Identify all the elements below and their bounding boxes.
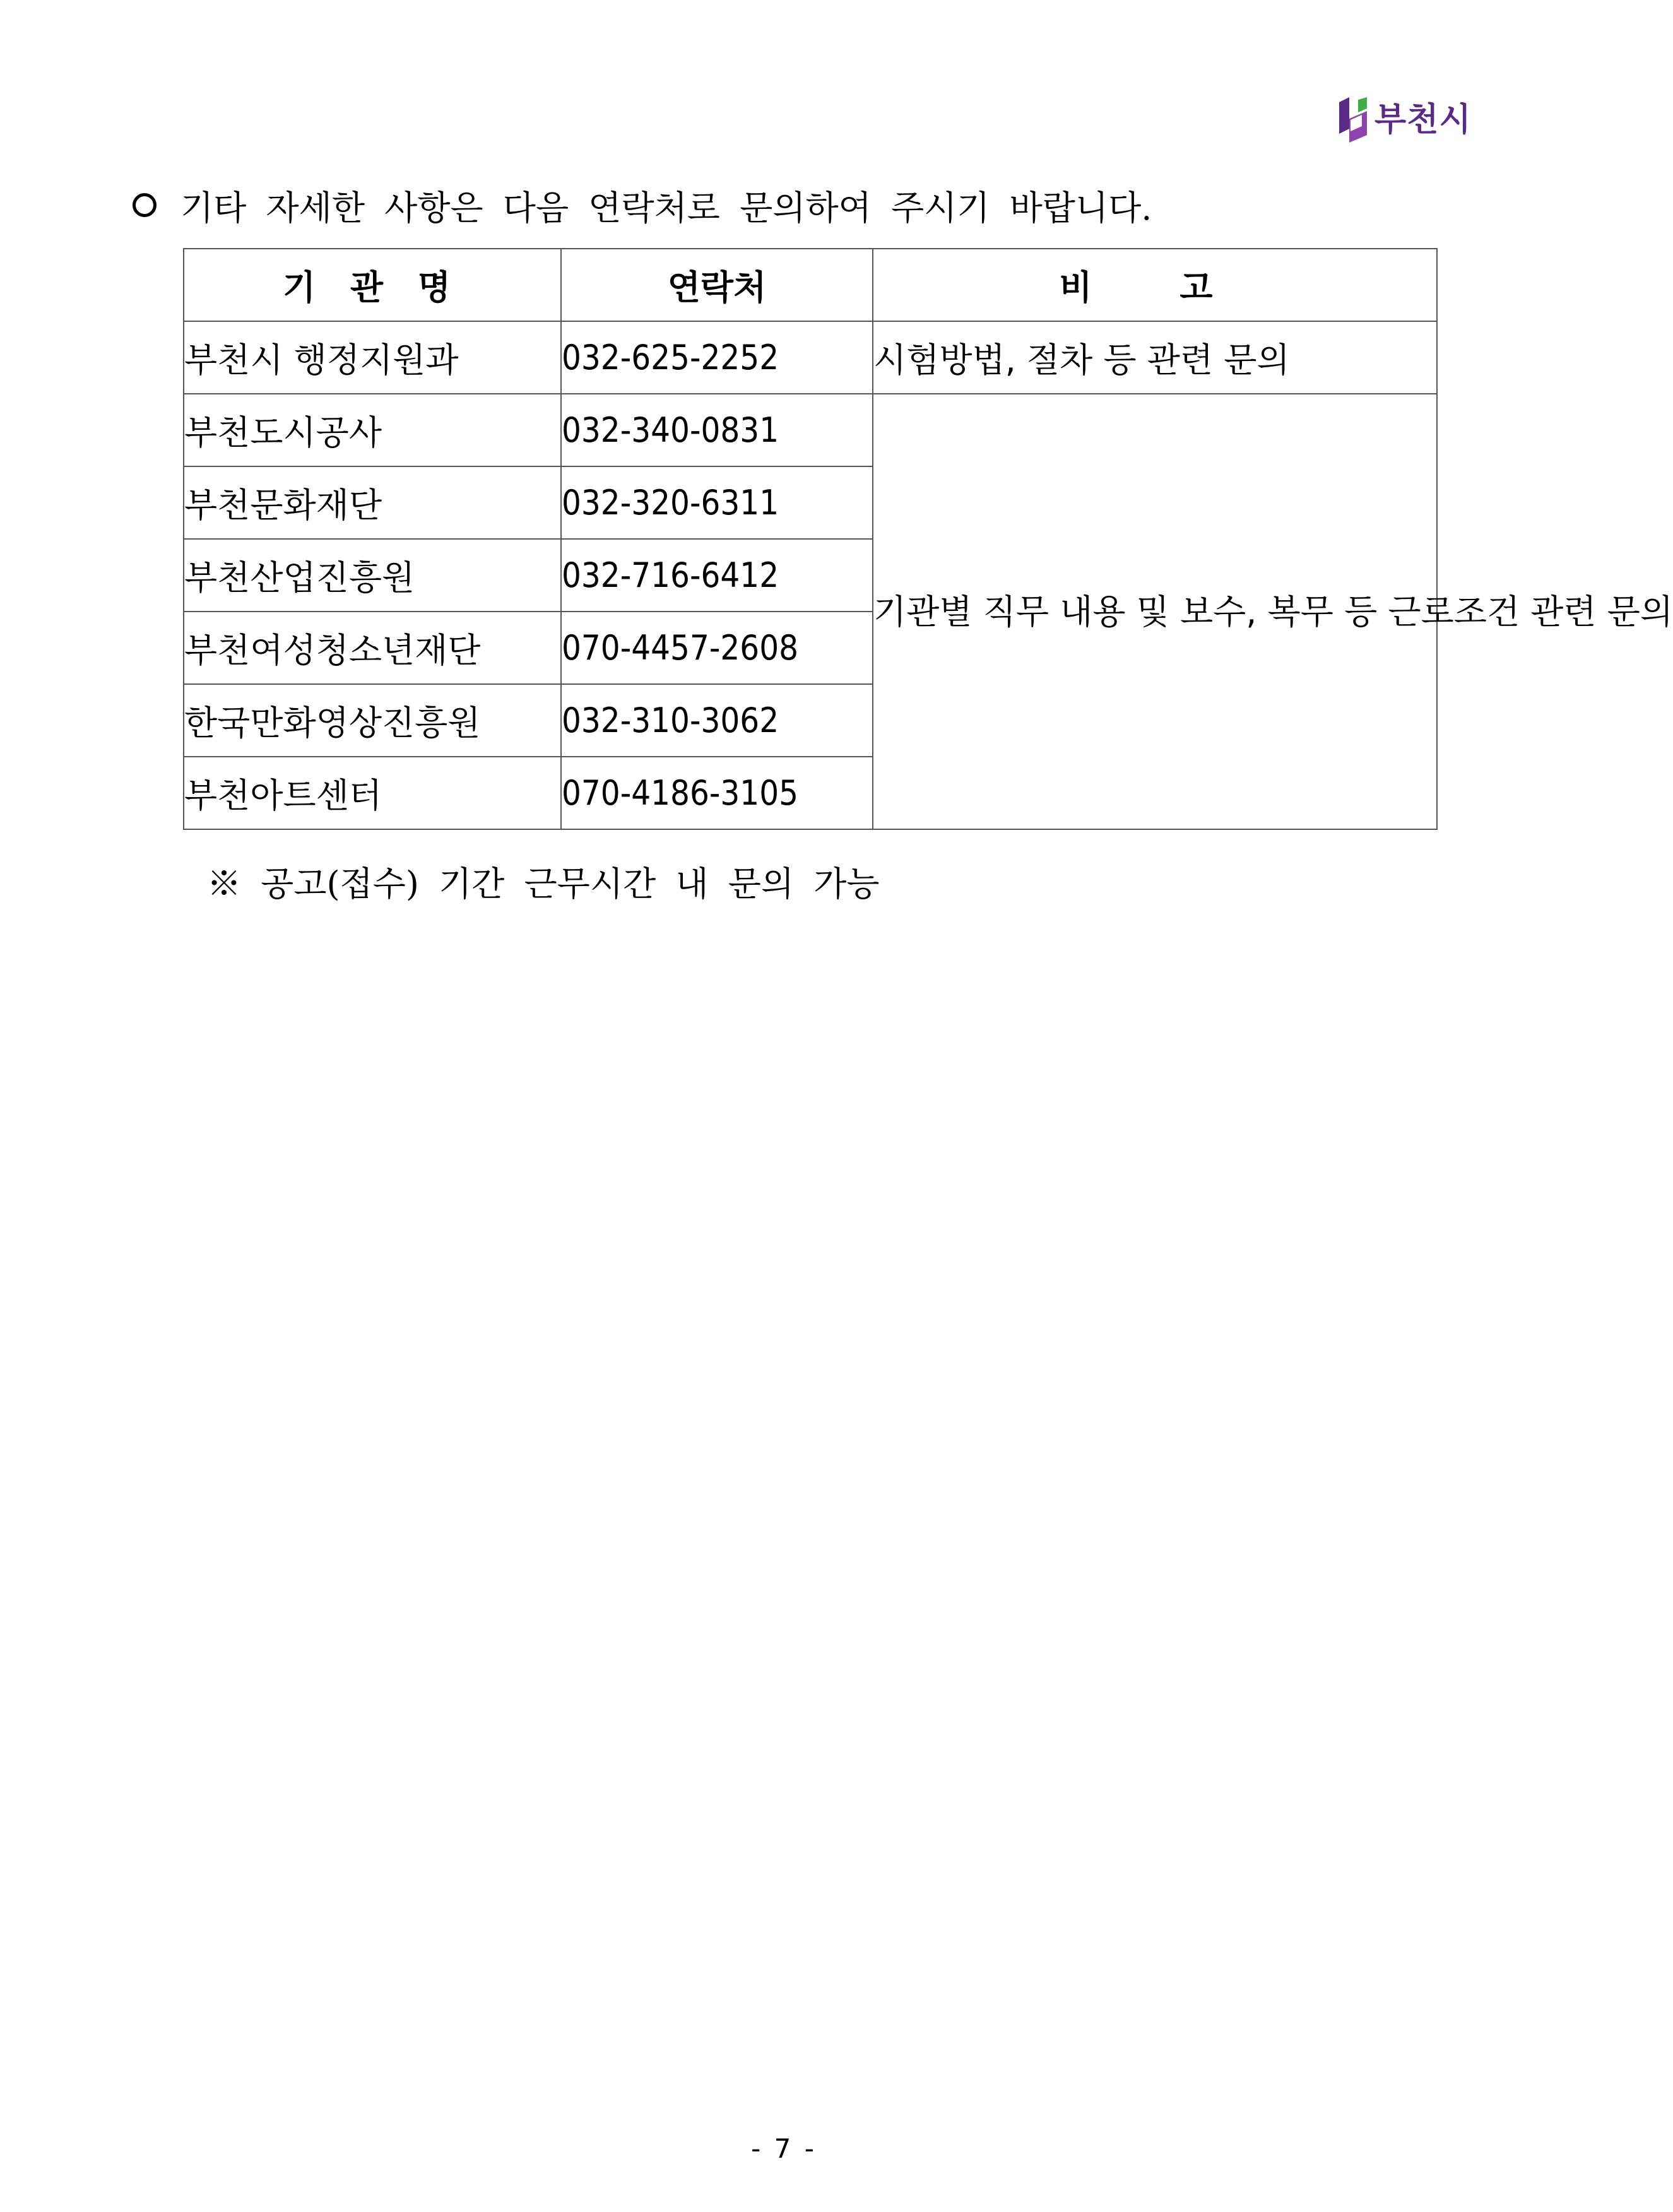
bucheon-logo-icon [1337,97,1369,143]
header-organization: 기 관 명 [184,249,561,321]
phone-number: 070-4186-3105 [561,757,873,829]
org-name: 부천산업진흥원 [184,539,561,612]
contact-table [183,248,1673,830]
phone-number: 032-340-0831 [561,394,873,466]
footnote: ※ 공고(접수) 기간 근무시간 내 문의 가능 [207,863,880,904]
phone-number: 032-320-6311 [561,466,873,539]
phone-number: 070-4457-2608 [561,612,873,684]
logo-text: 부천시 [1374,101,1472,139]
org-name: 부천여성청소년재단 [184,612,561,684]
table-header-row [184,249,1437,321]
org-name: 부천아트센터 [184,757,561,829]
page-number: - 7 - [751,2133,814,2164]
phone-number: 032-625-2252 [561,321,873,394]
table-row [184,321,1437,394]
header-contact: 연락처 [561,249,873,321]
phone-number: 032-716-6412 [561,539,873,612]
org-name: 부천문화재단 [184,466,561,539]
header-remarks: 비 고 [873,249,1437,321]
intro-paragraph [133,180,1152,230]
intro-text: 기타 자세한 사항은 다음 연락처로 문의하여 주시기 바랍니다. [180,187,1152,228]
merged-remarks-cell: 기관별 직무 내용 및 보수, 복무 등 근로조건 관련 문의 [873,394,1437,829]
remarks-cell: 시험방법, 절차 등 관련 문의 [873,321,1437,394]
org-name: 부천시 행정지원과 [184,321,561,394]
org-name: 한국만화영상진흥원 [184,684,561,757]
phone-number: 032-310-3062 [561,684,873,757]
org-name: 부천도시공사 [184,394,561,466]
table-row [184,394,1437,466]
bucheon-logo [1337,95,1472,145]
circle-bullet-icon [133,193,157,217]
